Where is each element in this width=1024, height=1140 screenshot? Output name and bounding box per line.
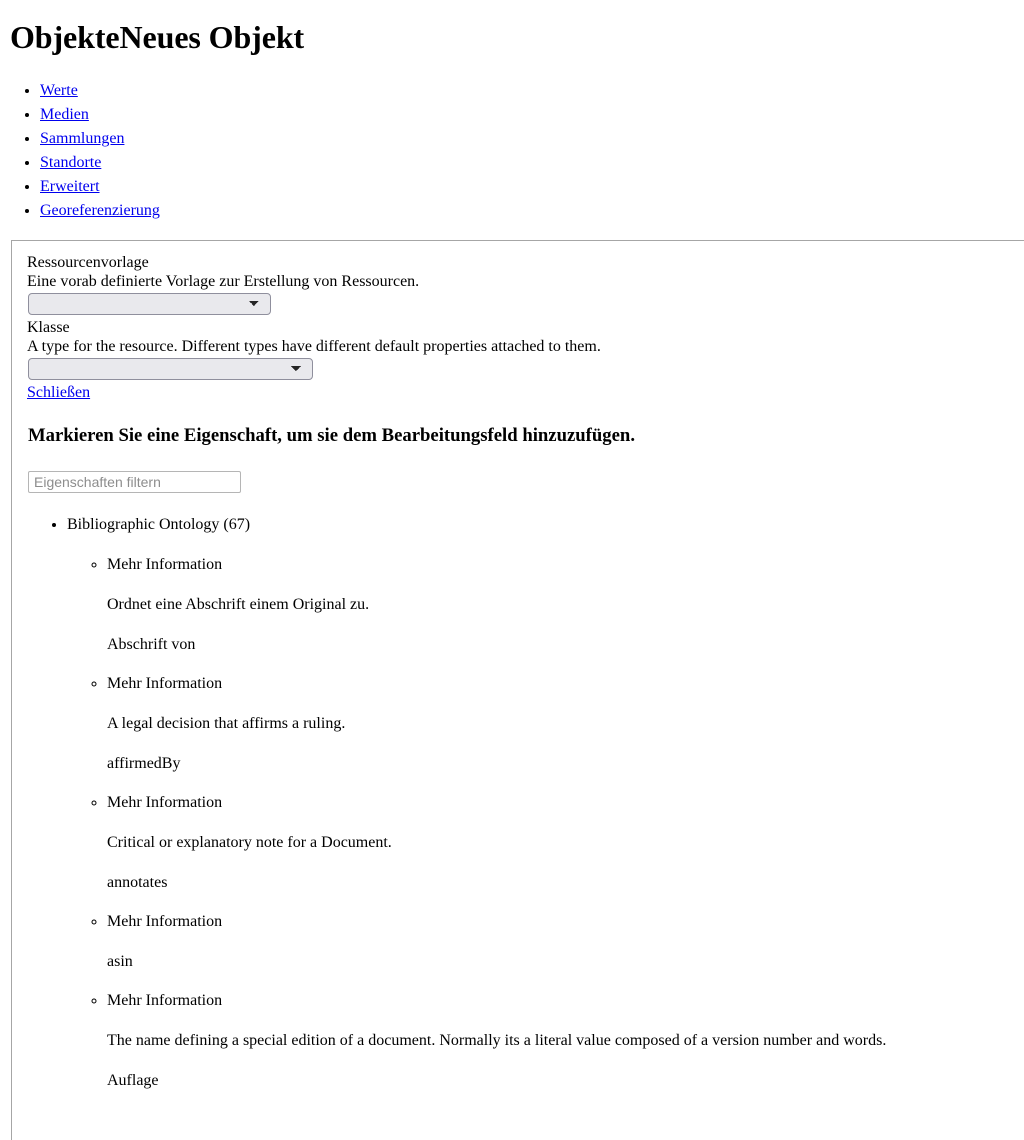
list-item[interactable]	[107, 674, 1024, 774]
primary-nav	[0, 79, 1024, 223]
property-description: The name defining a special edition of a document. Normally its a literal value composed of a version number and words.	[107, 1032, 887, 1049]
nav-item-medien	[40, 103, 1024, 127]
class-label: Klasse	[27, 319, 70, 336]
resource-template-label: Ressourcenvorlage	[27, 254, 149, 271]
close-button[interactable]: Schließen	[27, 384, 91, 401]
more-information-link[interactable]: Mehr Information	[107, 794, 223, 811]
list-item[interactable]	[107, 793, 1024, 893]
nav-link-werte[interactable]: Werte	[40, 82, 78, 99]
nav-item-sammlungen	[40, 127, 1024, 151]
list-item[interactable]	[107, 555, 1024, 655]
page-title: ObjekteNeues Objekt	[10, 19, 305, 55]
nav-item-standorte	[40, 151, 1024, 175]
more-information-link[interactable]: Mehr Information	[107, 556, 223, 573]
nav-link-standorte[interactable]: Standorte	[40, 154, 102, 171]
resource-template-description: Eine vorab definierte Vorlage zur Erstellung von Ressourcen.	[27, 273, 420, 290]
property-description: Ordnet eine Abschrift einem Original zu.	[107, 596, 370, 613]
nav-item-werte	[40, 79, 1024, 103]
property-term[interactable]: asin	[107, 953, 133, 970]
vocabulary-label: Bibliographic Ontology (67)	[67, 516, 251, 533]
vocabulary-list	[27, 515, 1024, 1091]
class-field	[27, 318, 1024, 383]
resource-template-field	[27, 253, 1024, 318]
property-description: A legal decision that affirms a ruling.	[107, 715, 346, 732]
nav-link-erweitert[interactable]: Erweitert	[40, 178, 100, 195]
vocabulary-item	[67, 515, 1024, 1091]
property-term[interactable]: Auflage	[107, 1072, 159, 1089]
resource-template-select[interactable]	[28, 293, 271, 315]
properties-instruction-heading: Markieren Sie eine Eigenschaft, um sie dem Bearbeitungsfeld hinzuzufügen.	[28, 425, 635, 446]
more-information-link[interactable]: Mehr Information	[107, 675, 223, 692]
property-term[interactable]: Abschrift von	[107, 636, 196, 653]
class-select[interactable]	[28, 358, 313, 380]
nav-link-georeferenzierung[interactable]: Georeferenzierung	[40, 202, 160, 219]
property-term[interactable]: annotates	[107, 874, 168, 891]
nav-link-sammlungen[interactable]: Sammlungen	[40, 130, 125, 147]
list-item[interactable]	[107, 991, 1024, 1091]
sidebar-panel	[11, 240, 1024, 1140]
more-information-link[interactable]: Mehr Information	[107, 992, 223, 1009]
property-filter-input[interactable]	[28, 471, 241, 493]
nav-item-erweitert	[40, 175, 1024, 199]
more-information-link[interactable]: Mehr Information	[107, 913, 223, 930]
property-term[interactable]: affirmedBy	[107, 755, 181, 772]
property-list	[67, 555, 1024, 1091]
property-description: Critical or explanatory note for a Document.	[107, 834, 392, 851]
nav-item-georeferenzierung	[40, 199, 1024, 223]
class-description: A type for the resource. Different types have different default properties attached to them.	[27, 338, 601, 355]
list-item[interactable]	[107, 912, 1024, 972]
close-link-row	[27, 383, 1024, 403]
nav-link-medien[interactable]: Medien	[40, 106, 89, 123]
